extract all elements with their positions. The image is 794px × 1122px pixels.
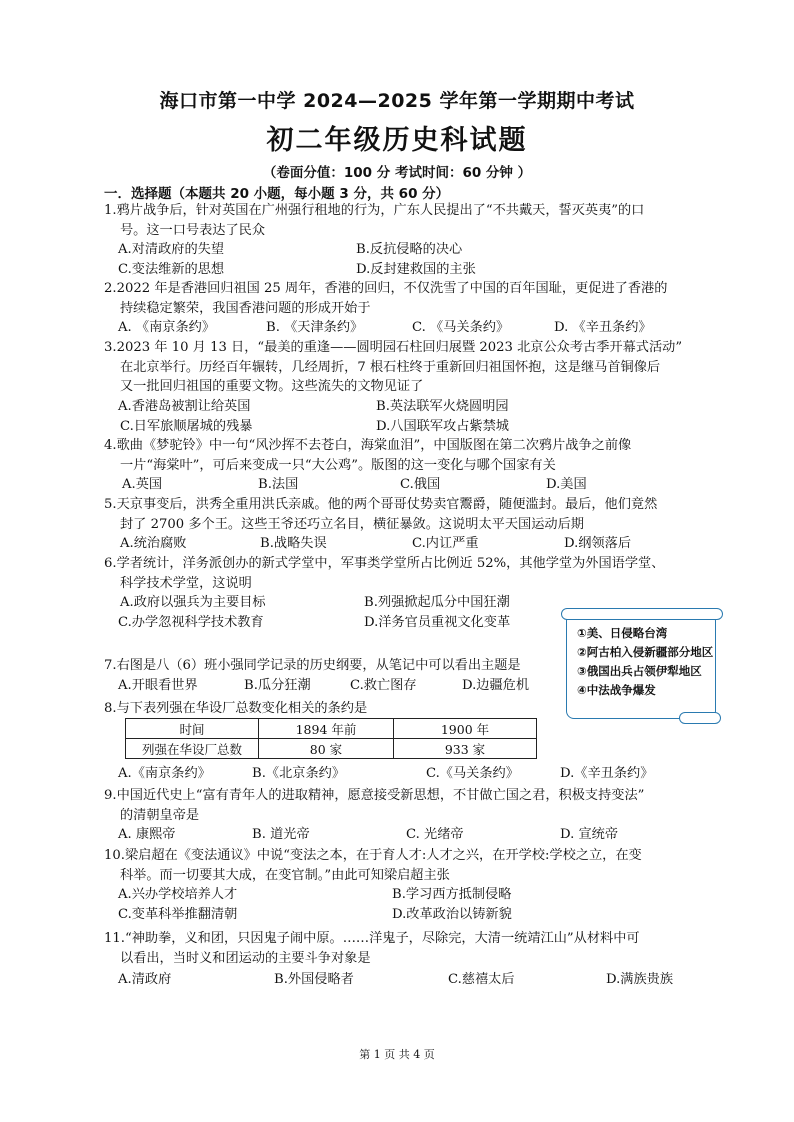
question-2 xyxy=(104,279,694,318)
option-b: B.英法联军火烧圆明园 xyxy=(376,399,509,414)
exam-subtitle: （卷面分值：100 分 考试时间：60 分钟 ） xyxy=(262,165,532,181)
note-item: ④中法战争爆发 xyxy=(577,683,656,697)
question-5 xyxy=(104,495,694,534)
question-line: 9.中国近代史上“富有青年人的进取精神，愿意接受新思想，不甘做亡国之君，积极支持变法” xyxy=(104,788,645,803)
question-line: 又一批回归祖国的重要文物。这些流失的文物见证了 xyxy=(120,379,424,394)
question-line: 7.右图是八（6）班小强同学记录的历史纲要，从笔记中可以看出主题是 xyxy=(104,658,521,673)
option-a: A.《南京条约》 xyxy=(118,766,211,781)
table-cell: 1894 年前 xyxy=(259,719,394,739)
option-a: A.开眼看世界 xyxy=(118,678,198,693)
option-a: A.对清政府的失望 xyxy=(118,242,225,257)
option-c: C.内讧严重 xyxy=(412,536,479,551)
option-d: D.《辛丑条约》 xyxy=(560,766,654,781)
options-2 xyxy=(118,318,698,338)
note-item: ③俄国出兵占领伊犁地区 xyxy=(577,664,702,678)
question-10 xyxy=(104,846,694,885)
option-c: C.《马关条约》 xyxy=(426,766,519,781)
option-a: A.清政府 xyxy=(118,972,172,987)
option-c: C.救亡图存 xyxy=(350,678,417,693)
options-1 xyxy=(118,240,698,279)
options-10 xyxy=(118,885,698,924)
page-footer: 第 1 页 共 4 页 xyxy=(359,1048,435,1061)
question-line: 10.梁启超在《变法通议》中说“变法之本，在于育人才:人才之兴，在开学校:学校之立，在变 xyxy=(104,848,642,863)
question-4 xyxy=(104,436,694,475)
option-b: B.瓜分狂潮 xyxy=(244,678,311,693)
option-d: D. 宣统帝 xyxy=(560,827,619,842)
scroll-roll-top xyxy=(561,608,723,620)
option-d: D.反封建救国的主张 xyxy=(356,261,476,277)
question-9 xyxy=(104,786,694,825)
question-6 xyxy=(104,554,694,593)
school-header: 海口市第一中学 2024—2025 学年第一学期期中考试 xyxy=(159,90,635,112)
option-a: A.英国 xyxy=(122,477,163,492)
question-line: 在北京举行。历经百年辗转，几经周折，7 根石柱终于重新回归祖国怀抱，这是继马首铜像后 xyxy=(120,359,661,375)
option-d: D.洋务官员重视文化变革 xyxy=(364,614,511,630)
question-line: 的清朝皇帝是 xyxy=(120,807,200,823)
options-9 xyxy=(118,825,698,845)
note-item: ①美、日侵略台湾 xyxy=(577,626,668,640)
table-cell: 时间 xyxy=(126,719,259,739)
option-a: A.政府以强兵为主要目标 xyxy=(120,595,266,610)
option-a: A. 《南京条约》 xyxy=(118,320,216,335)
question-line: 3.2023 年 10 月 13 日，“最美的重逢——圆明园石柱回归展暨 2023 北京公众考古季开幕式活动” xyxy=(104,340,683,355)
question-11 xyxy=(104,929,694,968)
option-c: C.日军旅顺屠城的残暴 xyxy=(120,418,253,434)
option-c: C.变革科举推翻清朝 xyxy=(118,906,238,922)
table-cell: 1900 年 xyxy=(394,719,537,739)
option-a: A.兴办学校培养人才 xyxy=(118,887,238,902)
question-line: 6.学者统计，洋务派创办的新式学堂中，军事类学堂所占比例近 52%，其他学堂为外国语学堂、 xyxy=(104,556,665,571)
table-cell: 933 家 xyxy=(394,739,537,759)
question-line: 8.与下表列强在华设厂总数变化相关的条约是 xyxy=(104,701,368,716)
options-3 xyxy=(118,397,698,436)
options-5 xyxy=(118,534,698,554)
option-b: B.《北京条约》 xyxy=(252,766,346,781)
question-line: 5.天京事变后，洪秀全重用洪氏亲戚。他的两个哥哥仗势卖官鬻爵，随便滥封。最后，他们竟然 xyxy=(104,497,658,512)
option-d: D.纲领落后 xyxy=(564,536,632,551)
question-line: 科学技术学堂，这说明 xyxy=(120,575,252,591)
question-line: 科举。而一切要其大成，在变官制。”由此可知梁启超主张 xyxy=(120,867,450,883)
question-line: 以看出，当时义和团运动的主要斗争对象是 xyxy=(120,950,371,966)
option-c: C. 光绪帝 xyxy=(406,827,464,842)
question-1 xyxy=(104,201,694,240)
factory-table xyxy=(125,718,537,759)
option-d: D.满族贵族 xyxy=(606,972,674,987)
option-c: C.办学忽视科学技术教育 xyxy=(118,614,264,630)
option-d: D.改革政治以铸新貌 xyxy=(392,906,512,922)
question-8 xyxy=(104,699,694,719)
option-c: C.变法维新的思想 xyxy=(118,261,225,277)
option-d: D. 《辛丑条约》 xyxy=(554,320,652,335)
question-3 xyxy=(104,338,694,397)
option-b: B.列强掀起瓜分中国狂潮 xyxy=(364,595,510,610)
question-line: 持续稳定繁荣，我国香港问题的形成开始于 xyxy=(120,300,371,316)
options-11 xyxy=(118,970,698,990)
table-cell: 列强在华设厂总数 xyxy=(126,739,259,759)
option-b: B.外国侵略者 xyxy=(274,972,354,987)
option-a: A.香港岛被割让给英国 xyxy=(118,399,251,414)
section-heading: 一．选择题（本题共 20 小题，每小题 3 分，共 60 分） xyxy=(104,186,450,202)
option-c: C. 《马关条约》 xyxy=(412,320,510,335)
table-cell: 80 家 xyxy=(259,739,394,759)
question-line: 封了 2700 多个王。这些王爷还巧立名目，横征暴敛。这说明太平天国运动后期 xyxy=(120,516,584,532)
question-line: 一片“海棠叶”，可后来变成一只“大公鸡”。版图的这一变化与哪个国家有关 xyxy=(120,457,556,473)
options-4 xyxy=(118,475,698,495)
table-row xyxy=(126,719,537,739)
question-line: 号。这一口号表达了民众 xyxy=(120,222,266,238)
option-c: C.俄国 xyxy=(400,477,441,492)
question-line: 1.鸦片战争后，针对英国在广州强行租地的行为，广东人民提出了“不共戴天，誓灭英夷”的口 xyxy=(104,203,645,218)
option-d: D.边疆危机 xyxy=(462,678,530,693)
question-line: 4.歌曲《梦驼铃》中一句“风沙挥不去苍白，海棠血泪”，中国版图在第二次鸦片战争之前像 xyxy=(104,438,632,453)
note-item: ②阿古柏入侵新疆部分地区 xyxy=(577,645,714,659)
option-a: A.统治腐败 xyxy=(120,536,187,551)
option-b: B.反抗侵略的决心 xyxy=(356,242,463,257)
exam-title: 初二年级历史科试题 xyxy=(266,125,528,156)
options-8 xyxy=(118,764,698,784)
option-d: D.美国 xyxy=(546,477,587,492)
option-b: B.战略失误 xyxy=(260,536,327,551)
option-b: B. 《天津条约》 xyxy=(266,320,364,335)
option-c: C.慈禧太后 xyxy=(448,972,515,987)
question-line: 2.2022 年是香港回归祖国 25 周年，香港的回归，不仅洗雪了中国的百年国耻，更促进了香港的 xyxy=(104,281,668,296)
option-b: B. 道光帝 xyxy=(252,827,310,842)
question-line: 11.“神助拳，义和团，只因鬼子闹中原。……洋鬼子，尽除完，大清一统靖江山”从材料中可 xyxy=(104,931,640,946)
option-d: D.八国联军攻占紫禁城 xyxy=(376,418,509,434)
option-a: A. 康熙帝 xyxy=(118,827,176,842)
table-row xyxy=(126,739,537,759)
option-b: B.学习西方抵制侵略 xyxy=(392,887,512,902)
option-b: B.法国 xyxy=(258,477,299,492)
